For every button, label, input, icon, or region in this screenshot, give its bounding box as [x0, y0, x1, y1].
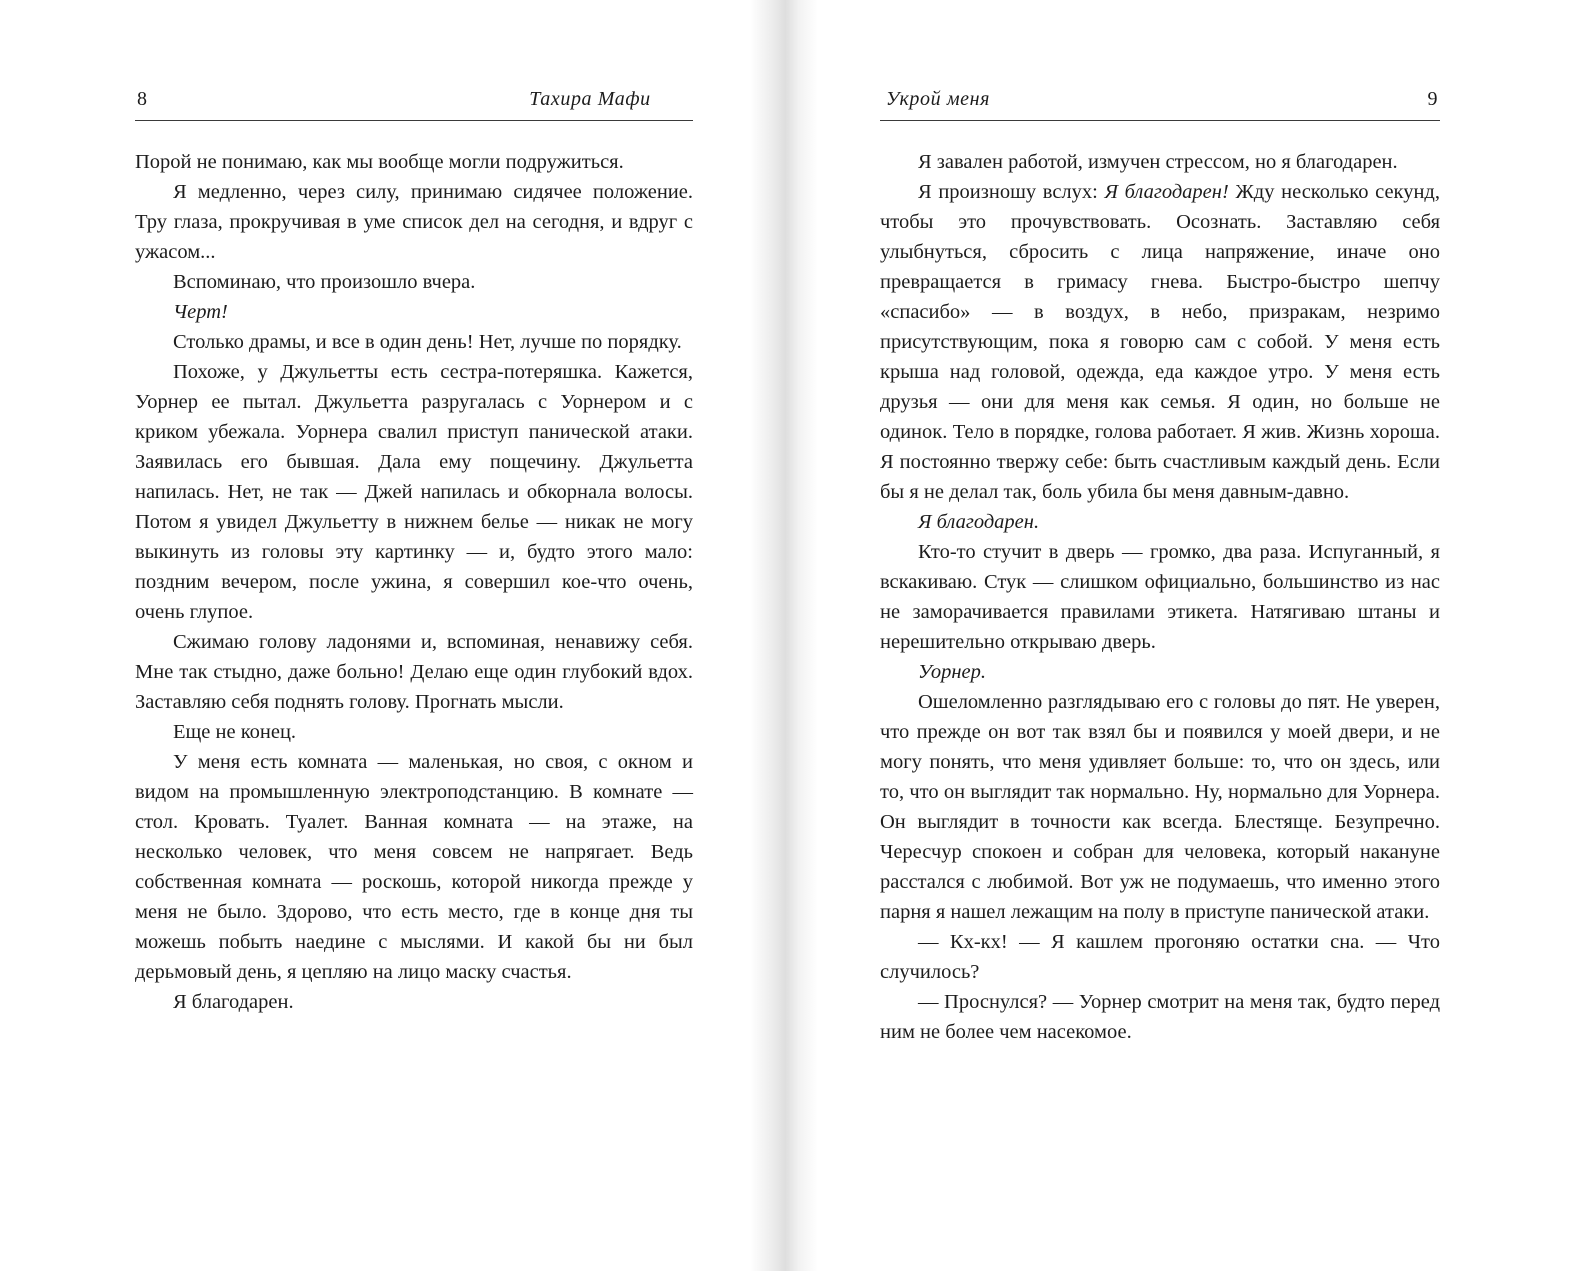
paragraph-text: — Кх-кх! — Я кашлем прогоняю остатки сна. — Что случилось? — [880, 931, 1440, 983]
paragraph-text: Столько драмы, и все в один день! Нет, лучше по порядку. — [173, 331, 682, 353]
paragraph — [135, 297, 693, 327]
right-header-rule — [880, 120, 1440, 121]
paragraph — [135, 147, 693, 177]
paragraph — [880, 537, 1440, 657]
paragraph-text-italic: Я благодарен. — [918, 511, 1040, 533]
right-page-number: 9 — [1427, 88, 1438, 110]
paragraph — [135, 627, 693, 717]
paragraph — [880, 657, 1440, 687]
right-page — [880, 86, 1440, 1047]
paragraph-text: Я медленно, через силу, принимаю сидячее положение. Тру глаза, прокручивая в уме список дел на сегодня, и вдруг с ужасом... — [135, 181, 693, 263]
right-running-header: Укрой меня — [885, 88, 991, 110]
left-running-header: Тахира Мафи — [529, 88, 651, 110]
paragraph-text: — Проснулся? — Уорнер смотрит на меня так, будто перед ним не более чем насекомое. — [880, 991, 1440, 1043]
left-page-number: 8 — [137, 88, 148, 110]
paragraph-text: Еще не конец. — [173, 721, 297, 743]
paragraph — [135, 717, 693, 747]
paragraph-text: Похоже, у Джульетты есть сестра-потеряшка. Кажется, Уорнер ее пытал. Джульетта разругалась с Уорнером и с криком убежала. Уорнера свалил приступ панической атаки. Заявилась его бывшая. Дала ему пощечину. Джульетта напилась. Нет, не так — Джей напилась и обкорнала волосы. Потом я увидел Джульетту в нижнем белье — никак не могу выкинуть из головы эту картинку — и, будто этого мало: поздним вечером, после ужина, я совершил кое-что очень, очень глупое. — [135, 361, 693, 623]
paragraph — [135, 987, 693, 1017]
paragraph — [135, 177, 693, 267]
paragraph-text: У меня есть комната — маленькая, но своя, с окном и видом на промышленную электроподстанцию. В комнате — стол. Кровать. Туалет. Ванная комната — на этаже, на несколько человек, что меня совсем не напрягает. Ведь собственная комната — роскошь, которой никогда прежде у меня не было. Здорово, что есть место, где в конце дня ты можешь побыть наедине с мыслями. И какой бы ни был дерьмовый день, я цепляю на лицо маску счастья. — [135, 751, 693, 983]
paragraph — [880, 507, 1440, 537]
left-page-header — [135, 86, 693, 114]
paragraph-text: Сжимаю голову ладонями и, вспоминая, ненавижу себя. Мне так стыдно, даже больно! Делаю еще один глубокий вдох. Заставляю себя поднять голову. Прогнать мысли. — [135, 631, 693, 713]
paragraph-text: Жду несколько секунд, чтобы это прочувствовать. Осознать. Заставляю себя улыбнуться, сбросить с лица напряжение, иначе оно превращается в гримасу гнева. Быстро-быстро шепчу «спасибо» — в воздух, в небо, призракам, незримо присутствующим, пока я говорю сам с собой. У меня есть крыша над головой, одежда, еда каждое утро. У меня есть друзья — они для меня как семья. Я один, но больше не одинок. Тело в порядке, голова работает. Я жив. Жизнь хороша. Я постоянно твержу себе: быть счастливым каждый день. Если бы я не делал так, боль убила бы меня давным-давно. — [880, 181, 1440, 503]
paragraph — [135, 747, 693, 987]
left-page-body — [135, 147, 693, 1017]
paragraph-text-italic: Я благодарен! — [1104, 181, 1229, 203]
paragraph-text: Вспоминаю, что произошло вчера. — [173, 271, 476, 293]
page-gutter-shadow — [750, 0, 818, 1271]
paragraph — [880, 687, 1440, 927]
left-page — [135, 86, 693, 1017]
paragraph — [880, 177, 1440, 507]
paragraph-text: Порой не понимаю, как мы вообще могли подружиться. — [135, 151, 624, 173]
paragraph — [135, 327, 693, 357]
left-header-rule — [135, 120, 693, 121]
paragraph-text: Кто-то стучит в дверь — громко, два раза. Испуганный, я вскакиваю. Стук — слишком официально, большинство из нас не заморачивается правилами этикета. Натягиваю штаны и нерешительно открываю дверь. — [880, 541, 1440, 653]
right-page-body — [880, 147, 1440, 1047]
paragraph — [880, 147, 1440, 177]
paragraph-text: Я произношу вслух: — [918, 181, 1105, 203]
paragraph-text-italic: Черт! — [173, 301, 228, 323]
paragraph — [135, 267, 693, 297]
paragraph — [880, 987, 1440, 1047]
paragraph-text: Я благодарен. — [173, 991, 294, 1013]
paragraph-text: Ошеломленно разглядываю его с головы до пят. Не уверен, что прежде он вот так взял бы и появился у моей двери, и не могу понять, что меня удивляет больше: то, что он здесь, или то, что он выглядит так нормально. Ну, нормально для Уорнера. Он выглядит в точности как всегда. Блестяще. Безупречно. Чересчур спокоен и собран для человека, который накануне расстался с любимой. Вот уж не подумаешь, что именно этого парня я нашел лежащим на полу в приступе панической атаки. — [880, 691, 1440, 923]
right-page-header — [880, 86, 1440, 114]
paragraph-text-italic: Уорнер. — [918, 661, 986, 683]
paragraph — [880, 927, 1440, 987]
paragraph — [135, 357, 693, 627]
paragraph-text: Я завален работой, измучен стрессом, но я благодарен. — [918, 151, 1398, 173]
